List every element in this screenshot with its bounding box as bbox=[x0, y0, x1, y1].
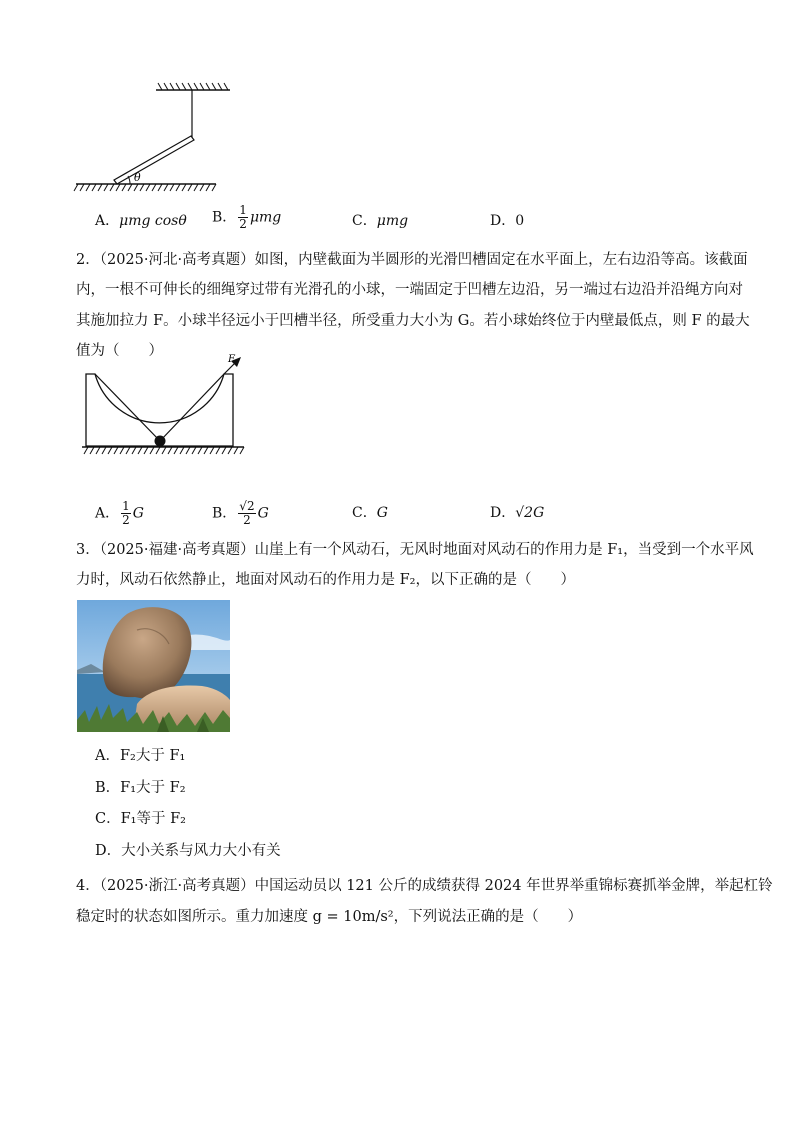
option-letter: B． bbox=[212, 209, 237, 226]
q2-line-2: 内，一根不可伸长的细绳穿过带有光滑孔的小球，一端固定于凹槽左边沿，另一端过右边沿并沿绳方向对 bbox=[76, 282, 743, 298]
option-expression: μmg cosθ bbox=[119, 213, 187, 229]
option-letter: D． bbox=[490, 505, 516, 521]
fraction bbox=[121, 500, 131, 527]
q3-option-b[interactable]: B．F₁大于 F₂ bbox=[95, 780, 186, 796]
option-value: 0 bbox=[515, 213, 525, 229]
q3-option-a[interactable]: A．F₂大于 F₁ bbox=[95, 748, 186, 764]
force-label: F bbox=[228, 354, 235, 365]
q1-figure bbox=[70, 78, 230, 198]
option-letter: B． bbox=[212, 505, 237, 522]
option-expression: √2G bbox=[515, 505, 545, 521]
q3-option-d[interactable]: D．大小关系与风力大小有关 bbox=[95, 843, 281, 859]
fraction bbox=[238, 204, 248, 231]
option-letter: D． bbox=[490, 213, 516, 229]
q2-line-3: 其施加拉力 F。小球半径远小于凹槽半径，所受重力大小为 G。若小球始终位于内壁最低点，则 F 的最大 bbox=[76, 313, 750, 329]
q3-line-2: 力时，风动石依然静止，地面对风动石的作用力是 F₂，以下正确的是（ ） bbox=[76, 572, 575, 588]
option-variable: G bbox=[376, 505, 388, 521]
q2-diagram bbox=[78, 354, 258, 460]
q1-option-c[interactable] bbox=[352, 211, 408, 231]
rock-illustration bbox=[77, 600, 230, 732]
q2-line-4: 值为（ ） bbox=[76, 343, 163, 359]
option-letter: C． bbox=[352, 505, 377, 521]
q1-option-b[interactable] bbox=[212, 204, 281, 231]
option-variable: G bbox=[257, 505, 269, 522]
q2-source: 2．（2025·河北·高考真题） bbox=[76, 252, 255, 268]
denominator: 2 bbox=[122, 513, 130, 527]
q4-line-1: 4．（2025·浙江·高考真题）中国运动员以 121 公斤的成绩获得 2024 年世界举重锦标赛抓举金牌，举起杠铃 bbox=[76, 878, 773, 894]
option-expression: μmg bbox=[249, 209, 282, 226]
option-letter: A． bbox=[95, 213, 120, 229]
q4-line-2: 稳定时的状态如图所示。重力加速度 g = 10m/s²，下列说法正确的是（ ） bbox=[76, 909, 583, 925]
option-expression: μmg bbox=[376, 213, 409, 229]
numerator: 1 bbox=[239, 203, 247, 217]
q3-line-1: 3．（2025·福建·高考真题）山崖上有一个风动石，无风时地面对风动石的作用力是 F₁，当受到一个水平风 bbox=[76, 542, 754, 558]
q1-option-a[interactable] bbox=[95, 211, 187, 231]
q1-option-d[interactable] bbox=[490, 211, 524, 231]
q2-option-d[interactable] bbox=[490, 503, 544, 523]
numerator: 1 bbox=[122, 499, 130, 513]
q3-option-c[interactable]: C．F₁等于 F₂ bbox=[95, 811, 186, 827]
numerator: √2 bbox=[239, 499, 255, 513]
q2-option-b[interactable] bbox=[212, 500, 269, 527]
q2-figure bbox=[78, 354, 258, 460]
q2-line-1 bbox=[76, 250, 748, 270]
option-variable: G bbox=[132, 505, 144, 522]
fraction bbox=[238, 500, 255, 527]
q2-text: 如图，内壁截面为半圆形的光滑凹槽固定在水平面上，左右边沿等高。该截面 bbox=[254, 252, 748, 268]
theta-label: θ bbox=[134, 171, 141, 184]
option-letter: A． bbox=[95, 505, 120, 522]
denominator: 2 bbox=[243, 513, 251, 527]
denominator: 2 bbox=[239, 217, 247, 231]
option-letter: C． bbox=[352, 213, 377, 229]
q2-option-c[interactable] bbox=[352, 503, 388, 523]
q1-diagram bbox=[70, 78, 230, 198]
q2-option-a[interactable] bbox=[95, 500, 144, 527]
balancing-rock-photo bbox=[77, 600, 230, 732]
